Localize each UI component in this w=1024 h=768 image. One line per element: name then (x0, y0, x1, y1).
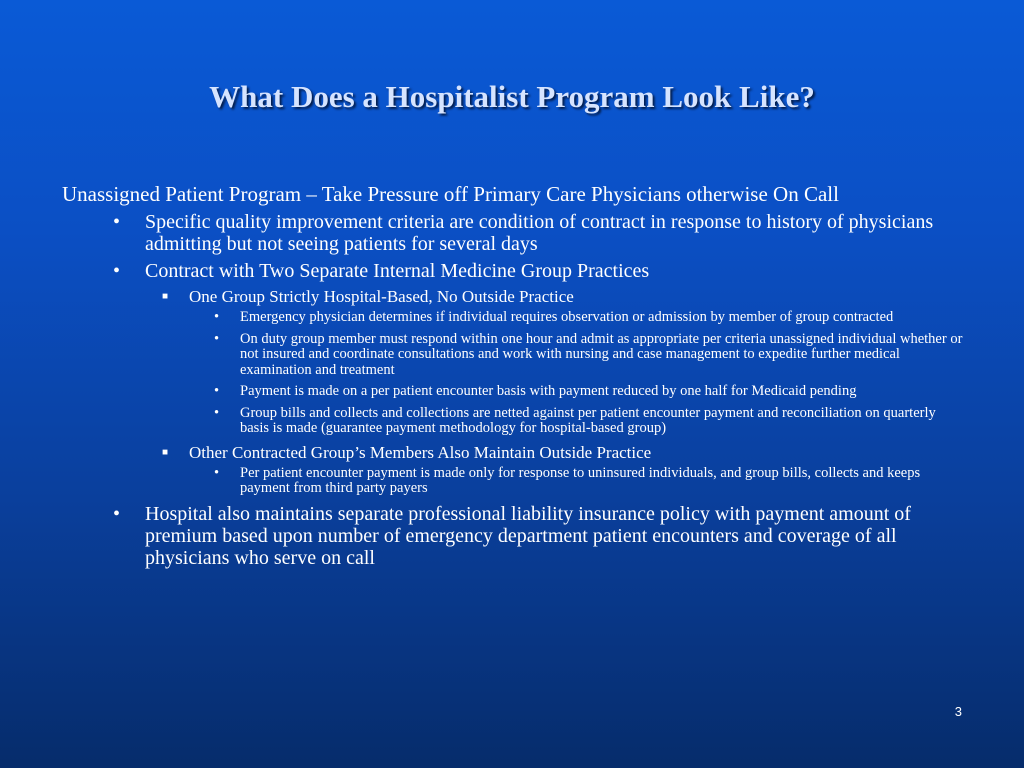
detail-bullet-text: Payment is made on a per patient encounter basis with payment reduced by one half for Medicaid pending (240, 383, 857, 399)
detail-bullet-text: Per patient encounter payment is made only for response to uninsured individuals, and group bills, collects and keeps payment from third party payers (240, 464, 921, 496)
bullet-dot-icon: • (214, 404, 220, 421)
bullet-text: Specific quality improvement criteria are condition of contract in response to history of physicians admitting but not seeing patients for several days (145, 211, 934, 255)
bullet-dot-icon: • (214, 330, 220, 347)
page-number: 3 (954, 704, 962, 719)
bullet-item (113, 211, 967, 255)
bullet-dot-icon: • (113, 211, 121, 233)
detail-bullet-item (214, 466, 967, 497)
bullet-dot-icon: • (214, 309, 220, 325)
bullet-dot-icon: • (214, 464, 220, 481)
detail-bullet-text: On duty group member must respond within one hour and admit as appropriate per criteria unassigned individual whether or not insured and coordinate consultations and work with nursing and case management to expedite further medical examination and treatment (240, 330, 963, 378)
square-bullet-icon: ■ (162, 446, 169, 458)
sub-bullet-item (162, 443, 967, 462)
sub-bullet-item (162, 287, 967, 306)
slide-content (62, 183, 967, 574)
detail-bullet-item (214, 310, 967, 326)
bullet-dot-icon: • (113, 502, 121, 525)
main-point: Unassigned Patient Program – Take Pressure off Primary Care Physicians otherwise On Call (62, 182, 839, 206)
detail-bullet-text: Emergency physician determines if individual requires observation or admission by member of group contracted (240, 309, 894, 325)
sub-bullet-text: Other Contracted Group’s Members Also Maintain Outside Practice (189, 442, 652, 462)
slide-title: What Does a Hospitalist Program Look Like? (209, 79, 815, 114)
sub-bullet-text: One Group Strictly Hospital-Based, No Outside Practice (189, 287, 574, 306)
detail-bullet-item (214, 406, 967, 437)
bullet-item (113, 260, 967, 282)
detail-bullet-item (214, 332, 967, 379)
detail-bullet-item (214, 384, 967, 400)
bullet-text: Contract with Two Separate Internal Medicine Group Practices (145, 260, 650, 282)
detail-bullet-text: Group bills and collects and collections are netted against per patient encounter payment and reconciliation on quarterly basis is made (guarantee payment methodology for hospital-based group) (240, 404, 936, 436)
bullet-item (113, 503, 967, 569)
bullet-text: Hospital also maintains separate professional liability insurance policy with payment amount of premium based upon number of emergency department patient encounters and coverage of all physicians who serve on call (145, 502, 911, 569)
bullet-dot-icon: • (113, 260, 121, 282)
square-bullet-icon: ■ (162, 291, 169, 302)
bullet-dot-icon: • (214, 383, 220, 399)
